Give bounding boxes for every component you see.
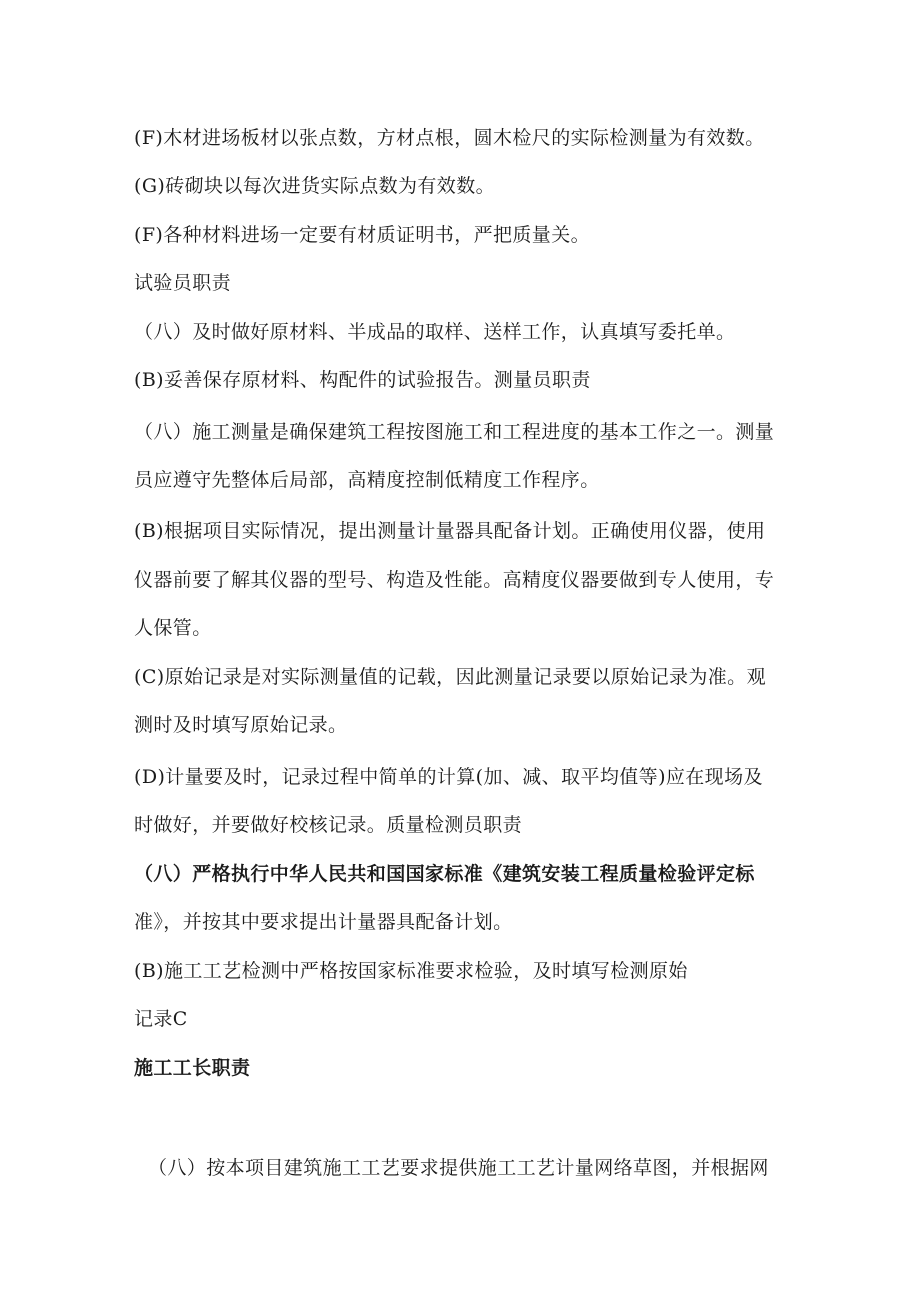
paragraph-line: (B)施工工艺检测中严格按国家标准要求检验，及时填写检测原始 [134,960,688,982]
paragraph-line: （八）严格执行中华人民共和国国家标准《建筑安装工程质量检验评定标 [134,863,755,885]
paragraph-line: 员应遵守先整体后局部，高精度控制低精度工作程序。 [134,469,600,491]
paragraph-line: (F)木材进场板材以张点数，方材点根，圆木检尺的实际检测量为有效数。 [134,127,765,149]
paragraph-line: (F)各种材料进场一定要有材质证明书，严把质量关。 [134,224,591,246]
paragraph-line: (D)计量要及时，记录过程中简单的计算(加、减、取平均值等)应在现场及 [134,766,763,788]
paragraph-line: （八）施工测量是确保建筑工程按图施工和工程进度的基本工作之一。测量 [134,421,775,443]
section-heading: 施工工长职责 [134,1057,251,1079]
paragraph-line: 测时及时填写原始记录。 [134,714,348,736]
paragraph-line: (C)原始记录是对实际测量值的记载，因此测量记录要以原始记录为准。观 [134,666,766,688]
paragraph-line: (B)根据项目实际情况，提出测量计量器具配备计划。正确使用仪器，使用 [134,520,766,542]
paragraph-line: 时做好，并要做好校核记录。质量检测员职责 [134,814,523,836]
paragraph-line: 记录C [134,1008,188,1030]
paragraph-line: (G)砖砌块以每次进货实际点数为有效数。 [134,175,496,197]
paragraph-line: （八）按本项目建筑施工工艺要求提供施工工艺计量网络草图，并根据网 [148,1157,769,1179]
paragraph-line: (B)妥善保存原材料、构配件的试验报告。测量员职责 [134,369,591,391]
section-heading: 试验员职责 [134,272,232,294]
paragraph-line: 准》，并按其中要求提出计量器具配备计划。 [134,911,513,933]
paragraph-line: 人保管。 [134,617,212,639]
paragraph-line: 仪器前要了解其仪器的型号、构造及性能。高精度仪器要做到专人使用，专 [134,569,775,591]
paragraph-line: （八）及时做好原材料、半成品的取样、送样工作，认真填写委托单。 [134,321,736,343]
